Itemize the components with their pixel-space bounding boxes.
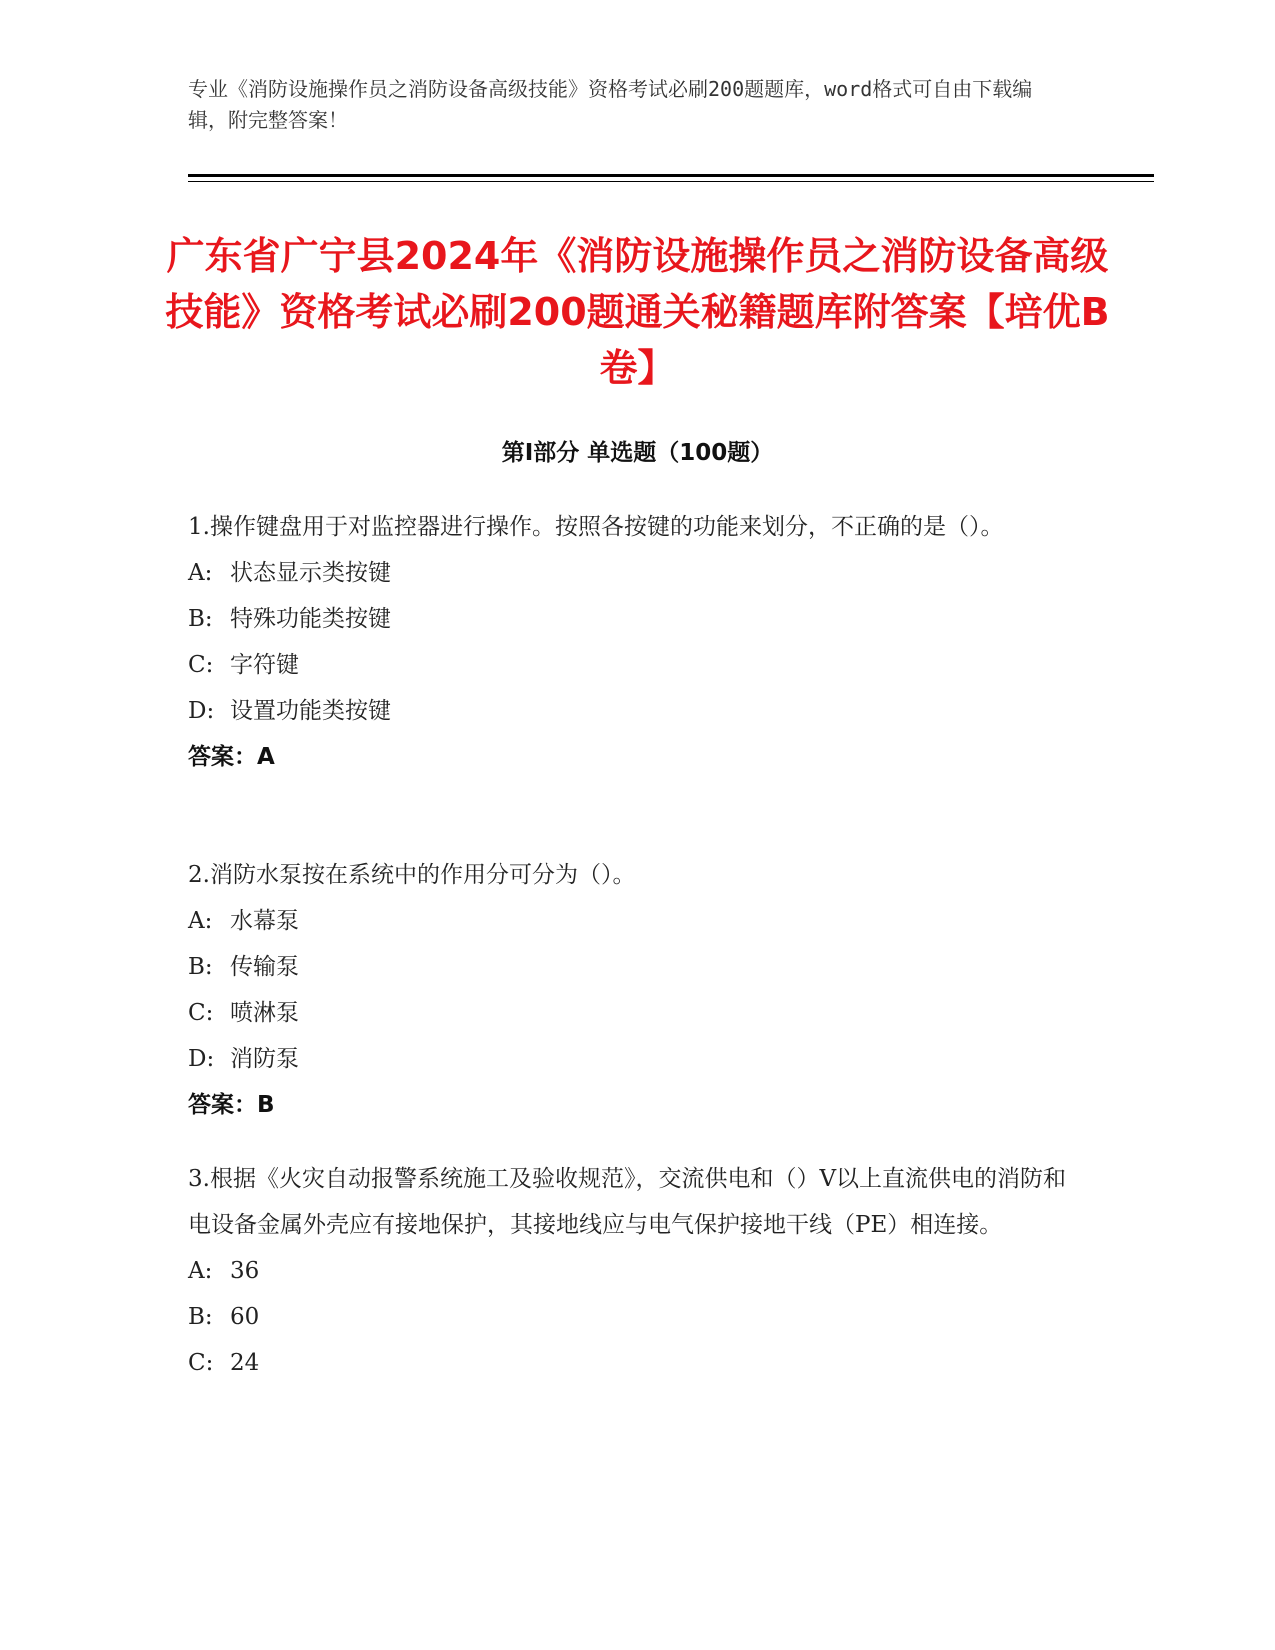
option-text: 60 [230, 1304, 260, 1330]
option-text: 传输泵 [230, 954, 299, 980]
question-option [188, 1036, 1078, 1082]
header-note: 专业《消防设施操作员之消防设备高级技能》资格考试必刷200题题库，word格式可自由下载编辑，附完整答案！ [188, 77, 1033, 132]
question-option [188, 1294, 1078, 1340]
question-1 [188, 504, 1078, 780]
option-letter: A: [188, 1258, 213, 1284]
question-option [188, 944, 1078, 990]
question-option [188, 688, 1078, 734]
section-title: 第Ⅰ部分 单选题（100题） [501, 440, 774, 466]
document-title: 广东省广宁县2024年《消防设施操作员之消防设备高级技能》资格考试必刷200题通关秘籍题库附答案【培优B卷】 [165, 234, 1110, 390]
option-letter: C: [188, 1350, 214, 1376]
option-text: 36 [230, 1258, 260, 1284]
question-option [188, 1248, 1078, 1294]
question-option [188, 1340, 1078, 1386]
option-letter: C: [188, 652, 214, 678]
option-text: 状态显示类按键 [230, 560, 391, 586]
question-stem: 2.消防水泵按在系统中的作用分可分为（）。 [188, 862, 636, 888]
question-stem: 1.操作键盘用于对监控器进行操作。按照各按键的功能来划分，不正确的是（）。 [188, 514, 1004, 540]
question-option [188, 990, 1078, 1036]
header-divider-thick [188, 174, 1154, 177]
option-text: 水幕泵 [230, 908, 299, 934]
option-letter: A: [188, 560, 213, 586]
option-letter: C: [188, 1000, 214, 1026]
option-letter: B: [188, 954, 213, 980]
option-text: 设置功能类按键 [230, 698, 391, 724]
question-2 [188, 852, 1078, 1128]
question-option [188, 898, 1078, 944]
option-text: 24 [230, 1350, 260, 1376]
header-divider-thin [188, 181, 1154, 182]
option-text: 喷淋泵 [230, 1000, 299, 1026]
answer-line: 答案：A [188, 744, 275, 770]
question-stem: 3.根据《火灾自动报警系统施工及验收规范》，交流供电和（）V以上直流供电的消防和电设备金属外壳应有接地保护，其接地线应与电气保护接地干线（PE）相连接。 [188, 1166, 1067, 1238]
option-text: 特殊功能类按键 [230, 606, 391, 632]
question-option [188, 596, 1078, 642]
option-letter: D: [188, 1046, 215, 1072]
question-option [188, 642, 1078, 688]
option-text: 消防泵 [230, 1046, 299, 1072]
option-letter: D: [188, 698, 215, 724]
option-letter: B: [188, 1304, 213, 1330]
option-letter: B: [188, 606, 213, 632]
answer-line: 答案：B [188, 1092, 275, 1118]
question-option [188, 550, 1078, 596]
option-letter: A: [188, 908, 213, 934]
question-3 [188, 1156, 1078, 1386]
option-text: 字符键 [230, 652, 299, 678]
